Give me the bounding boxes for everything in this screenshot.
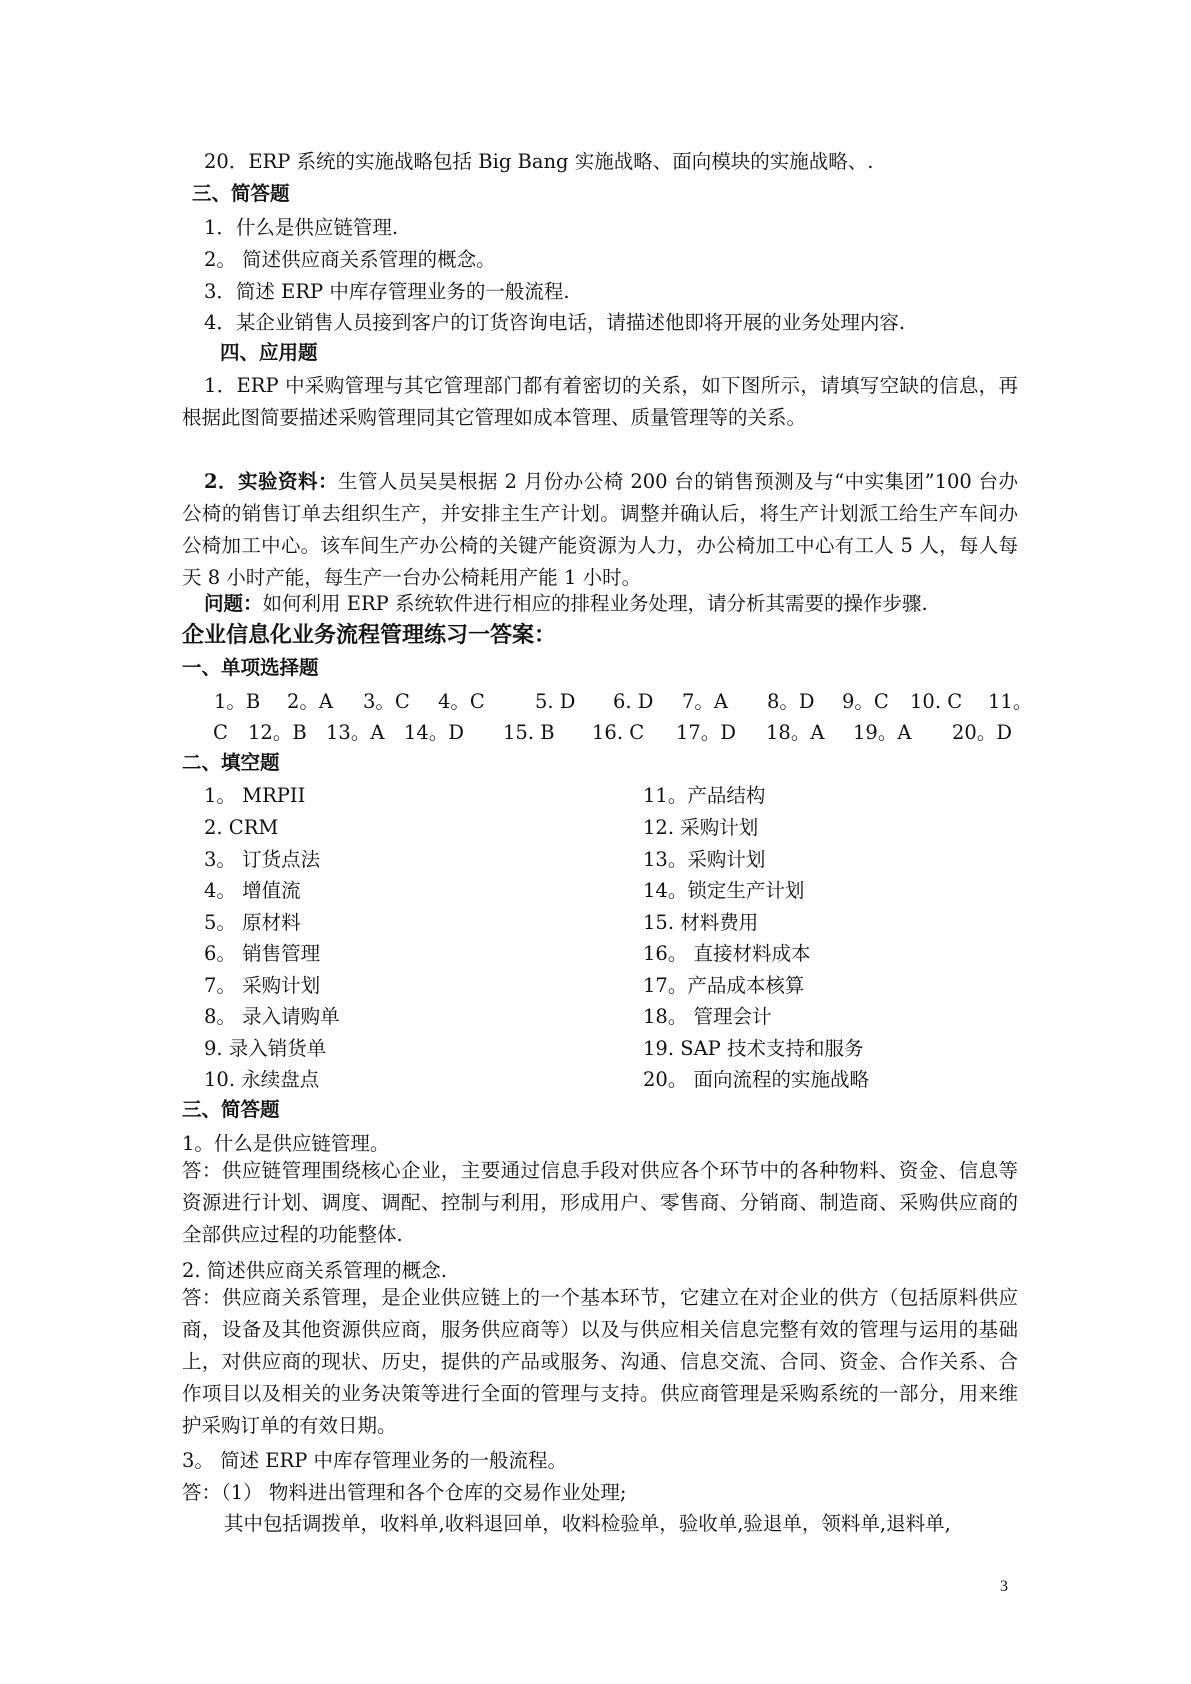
answer-1-text: 答：供应链管理围绕核心企业，主要通过信息手段对供应各个环节中的各种物料、资金、信息等资源进行计划、调度、调配、控制与利用，形成用户、零售商、分销商、制造商、采购供应商的全部供应过程的功能整体.: [182, 1159, 1018, 1246]
fill-answer: 15. 材料费用: [643, 911, 759, 934]
section-heading-application: 四、应用题: [220, 341, 318, 364]
mc-answer: 14。D: [404, 721, 464, 744]
mc-answer: C: [213, 721, 228, 744]
short-answer-q1: 1．什么是供应链管理.: [204, 216, 399, 239]
mc-answer: 15. B: [503, 721, 555, 744]
fill-answer: 9. 录入销货单: [204, 1037, 327, 1060]
mc-answer: 20。D: [952, 721, 1012, 744]
fill-answer: 13。采购计划: [643, 848, 766, 871]
fill-answer: 20。 面向流程的实施战略: [643, 1068, 870, 1091]
answer-3-question: 3。 简述 ERP 中库存管理业务的一般流程。: [182, 1449, 568, 1472]
mc-answer: 16. C: [592, 721, 645, 744]
mc-answer: 9。C: [842, 690, 889, 713]
fill-answer: 6。 销售管理: [204, 942, 321, 965]
answer-2-question: 2. 简述供应商关系管理的概念.: [182, 1259, 448, 1282]
fill-answer: 11。产品结构: [643, 784, 766, 807]
mc-answer: 18。A: [766, 721, 825, 744]
mc-answer: 11。: [988, 690, 1033, 713]
application-q1: 1．ERP 中采购管理与其它管理部门都有着密切的关系，如下图所示，请填写空缺的信息，再根据此图简要描述采购管理同其它管理如成本管理、质量管理等的关系。: [182, 374, 1018, 429]
answer-2-text: 答：供应商关系管理，是企业供应链上的一个基本环节，它建立在对企业的供方（包括原料供应商，设备及其他资源供应商，服务供应商等）以及与供应相关信息完整有效的管理与运用的基础上，对供应商的现状、历史，提供的产品或服务、沟通、信息交流、合同、资金、合作关系、合作项目以及相关的业务决策等进行全面的管理与支持。供应商管理是采购系统的一部分，用来维护采购订单的有效日期。: [182, 1286, 1018, 1437]
answer-3-line-2: 其中包括调拨单，收料单,收料退回单，收料检验单，验收单,验退单，领料单,退料单,: [224, 1512, 951, 1535]
experiment-label: 2．实验资料：: [204, 470, 339, 493]
mc-answer: 7。A: [682, 690, 728, 713]
mc-answer: 10. C: [910, 690, 963, 713]
fill-answer: 14。锁定生产计划: [643, 879, 805, 902]
application-question: [204, 594, 928, 614]
mc-answer: 17。D: [676, 721, 736, 744]
short-answer-q4: 4．某企业销售人员接到客户的订货咨询电话，请描述他即将开展的业务处理内容.: [204, 311, 906, 334]
section-heading-short-answer: 三、简答题: [192, 182, 290, 205]
fill-answer: 1。 MRPII: [204, 784, 306, 807]
fill-answer: 17。产品成本核算: [643, 974, 805, 997]
fill-answer: 2. CRM: [204, 816, 279, 839]
mc-answer: 19。A: [853, 721, 912, 744]
fill-answer: 3。 订货点法: [204, 848, 321, 871]
fill-answer: 5。 原材料: [204, 911, 301, 934]
short-answer-q2: 2。 简述供应商关系管理的概念。: [204, 248, 496, 271]
mc-answer: 12。B: [248, 721, 307, 744]
mc-answer: 2。A: [287, 690, 333, 713]
fill-answer: 8。 录入请购单: [204, 1005, 340, 1028]
experiment-text: 生管人员吴昊根据 2 月份办公椅 200 台的销售预测及与“中实集团”100 台办公椅的销售订单去组织生产，并安排主生产计划。调整并确认后，将生产计划派工给生产车间办公椅加工中心。该车间生产办公椅的关键产能资源为人力，办公椅加工中心有工人 5 人，每人每天 8 小时产能，每生产一台办公椅耗用产能 1 小时。: [182, 470, 1018, 589]
fill-answer: 4。 增值流: [204, 879, 301, 902]
answer-1-question: 1。什么是供应链管理。: [182, 1132, 390, 1155]
answer-3-line-1: 答：（1） 物料进出管理和各个仓库的交易作业处理;: [182, 1481, 627, 1504]
mc-answer: 1。B: [214, 690, 261, 713]
fill-answer: 19. SAP 技术支持和服务: [643, 1037, 864, 1060]
short-answer-q3: 3．简述 ERP 中库存管理业务的一般流程.: [204, 280, 570, 303]
application-q2: [182, 466, 1018, 594]
answer-title: 企业信息化业务流程管理练习一答案：: [182, 622, 557, 648]
mc-answer: 4。C: [438, 690, 485, 713]
question-text: 如何利用 ERP 系统软件进行相应的排程业务处理，请分析其需要的操作步骤.: [262, 592, 928, 615]
question-label: 问题：: [204, 592, 263, 615]
fill-answer: 16。 直接材料成本: [643, 942, 811, 965]
section-heading-fill-in: 二、填空题: [182, 751, 280, 774]
mc-answer: 13。A: [326, 721, 385, 744]
fill-answer: 12. 采购计划: [643, 816, 759, 839]
mc-answer: 3。C: [363, 690, 410, 713]
section-heading-multiple-choice: 一、单项选择题: [182, 656, 319, 679]
fill-answer: 7。 采购计划: [204, 974, 321, 997]
page-number: 3: [1000, 1578, 1008, 1595]
section-heading-short-answer-answers: 三、简答题: [182, 1098, 280, 1121]
mc-answer: 6. D: [613, 690, 654, 713]
fill-answer: 10. 永续盘点: [204, 1068, 320, 1091]
fill-question-20: 20．ERP 系统的实施战略包括 Big Bang 实施战略、面向模块的实施战略、.: [204, 150, 874, 173]
fill-answer: 18。 管理会计: [643, 1005, 772, 1028]
mc-answer: 8。D: [767, 690, 815, 713]
mc-answer: 5. D: [535, 690, 576, 713]
